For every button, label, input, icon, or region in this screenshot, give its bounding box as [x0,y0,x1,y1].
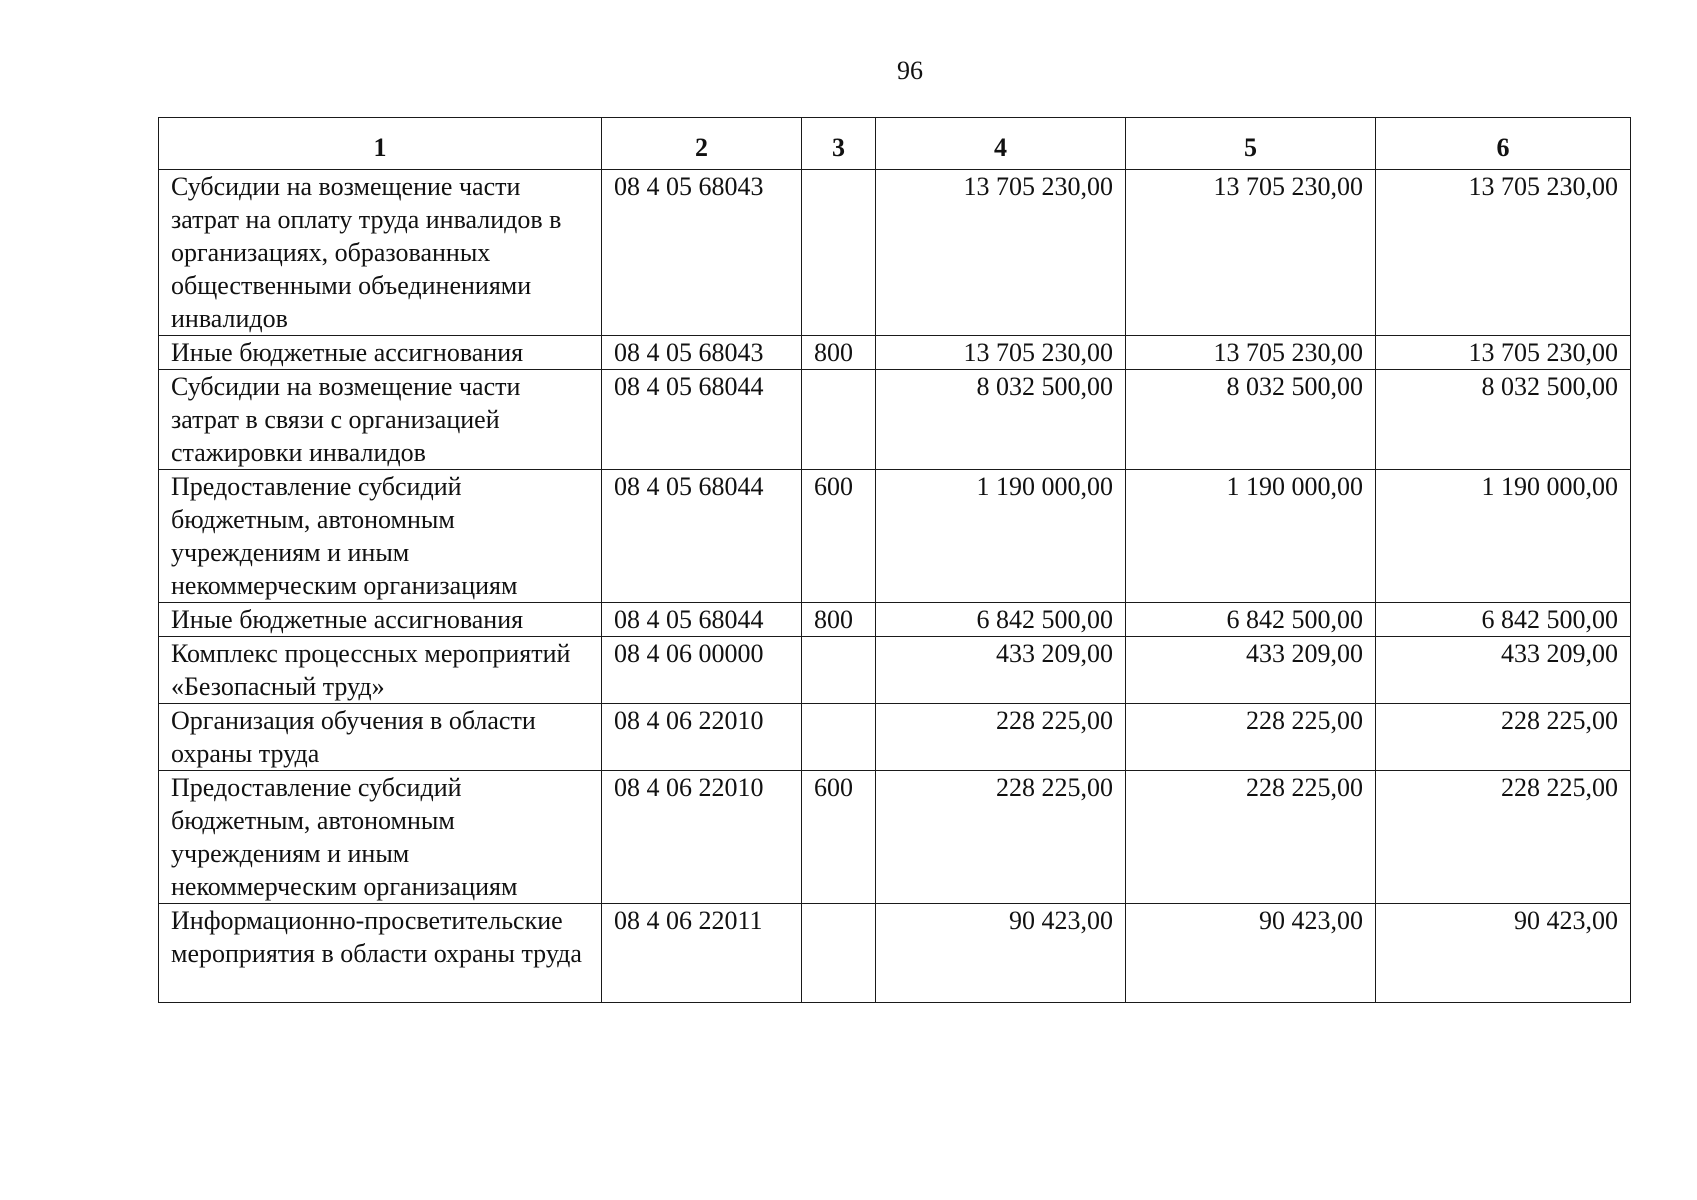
row-amount-5: 13 705 230,00 [1126,170,1376,336]
row-amount-4: 6 842 500,00 [876,603,1126,637]
row-code: 08 4 05 68044 [602,470,802,603]
row-amount-5: 6 842 500,00 [1126,603,1376,637]
column-header-5: 5 [1126,118,1376,170]
row-code: 08 4 05 68043 [602,170,802,336]
row-amount-5: 13 705 230,00 [1126,336,1376,370]
row-amount-6: 228 225,00 [1376,704,1631,771]
row-name: Комплекс процессных мероприятий «Безопасный труд» [159,637,602,704]
budget-table [158,117,1631,1003]
row-name: Субсидии на возмещение части затрат на оплату труда инвалидов в организациях, образованных общественными объединениями инвалидов [159,170,602,336]
column-header-6: 6 [1376,118,1631,170]
row-code: 08 4 05 68044 [602,370,802,470]
row-name: Предоставление субсидий бюджетным, автономным учреждениям и иным некоммерческим организациям [159,470,602,603]
row-code: 08 4 06 22010 [602,771,802,904]
row-expense-type: 800 [802,336,876,370]
row-amount-5: 228 225,00 [1126,771,1376,904]
row-expense-type [802,904,876,1003]
table-row [159,637,1631,704]
table-row [159,603,1631,637]
page-number: 96 [897,56,923,85]
row-expense-type: 600 [802,771,876,904]
row-amount-4: 8 032 500,00 [876,370,1126,470]
row-amount-5: 433 209,00 [1126,637,1376,704]
column-header-2: 2 [602,118,802,170]
row-name: Иные бюджетные ассигнования [159,336,602,370]
row-amount-6: 8 032 500,00 [1376,370,1631,470]
table-row [159,370,1631,470]
row-expense-type: 600 [802,470,876,603]
row-amount-4: 13 705 230,00 [876,170,1126,336]
row-expense-type: 800 [802,603,876,637]
table-header-row [159,118,1631,170]
table-row [159,771,1631,904]
row-amount-6: 13 705 230,00 [1376,170,1631,336]
row-amount-6: 90 423,00 [1376,904,1631,1003]
row-amount-4: 1 190 000,00 [876,470,1126,603]
row-name: Организация обучения в области охраны труда [159,704,602,771]
row-code: 08 4 06 00000 [602,637,802,704]
row-amount-6: 6 842 500,00 [1376,603,1631,637]
row-expense-type [802,704,876,771]
row-code: 08 4 05 68044 [602,603,802,637]
row-expense-type [802,170,876,336]
row-amount-4: 433 209,00 [876,637,1126,704]
table-row [159,904,1631,1003]
row-amount-4: 228 225,00 [876,771,1126,904]
row-code: 08 4 06 22010 [602,704,802,771]
row-expense-type [802,370,876,470]
row-amount-6: 433 209,00 [1376,637,1631,704]
column-header-4: 4 [876,118,1126,170]
table-row [159,470,1631,603]
table-row [159,170,1631,336]
column-header-3: 3 [802,118,876,170]
row-name: Информационно-просветительские мероприятия в области охраны труда [159,904,602,1003]
row-name: Предоставление субсидий бюджетным, автономным учреждениям и иным некоммерческим организациям [159,771,602,904]
row-code: 08 4 06 22011 [602,904,802,1003]
row-amount-5: 228 225,00 [1126,704,1376,771]
row-amount-5: 1 190 000,00 [1126,470,1376,603]
row-amount-5: 90 423,00 [1126,904,1376,1003]
table-row [159,336,1631,370]
row-amount-6: 228 225,00 [1376,771,1631,904]
table-row [159,704,1631,771]
row-amount-4: 13 705 230,00 [876,336,1126,370]
column-header-1: 1 [159,118,602,170]
row-name: Иные бюджетные ассигнования [159,603,602,637]
row-amount-4: 228 225,00 [876,704,1126,771]
row-amount-4: 90 423,00 [876,904,1126,1003]
row-expense-type [802,637,876,704]
row-amount-5: 8 032 500,00 [1126,370,1376,470]
row-code: 08 4 05 68043 [602,336,802,370]
row-name: Субсидии на возмещение части затрат в связи с организацией стажировки инвалидов [159,370,602,470]
row-amount-6: 13 705 230,00 [1376,336,1631,370]
row-amount-6: 1 190 000,00 [1376,470,1631,603]
